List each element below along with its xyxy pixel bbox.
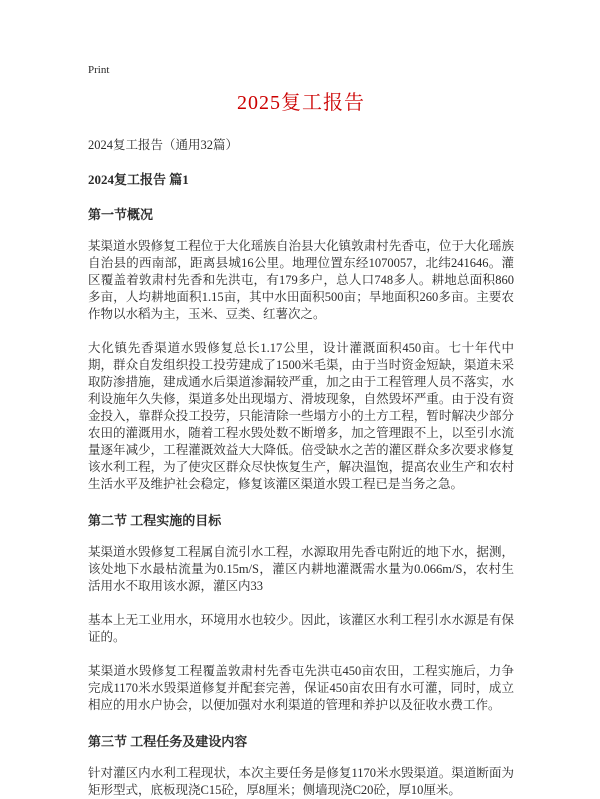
section2-para3: 某渠道水毁修复工程覆盖敦肃村先香屯先洪屯450亩农田，工程实施后，力争完成1170米水毁渠道修复并配套完善，保证450亩农田有水可灌，同时，成立相应的用水户协会，以便加强对水利渠道的管理和养护以及征收水费工作。: [88, 664, 514, 712]
section1-para1: 某渠道水毁修复工程位于大化瑶族自治县大化镇敦肃村先香屯，位于大化瑶族自治县的西南部，距离县城16公里。地理位置东经1070057，北纬241646。灌区覆盖着敦肃村先香和先洪屯，有179多户，总人口748多人。耕地总面积860多亩，人均耕地面积1.15亩，其中水田面积500亩；旱地面积260多亩。主要农作物以水稻为主，玉米、豆类、红薯次之。: [88, 239, 514, 321]
section1-para2: 大化镇先香渠道水毁修复总长1.17公里，设计灌溉面积450亩。七十年代中期，群众自发组织投工投劳建成了1500米毛渠，由于当时资金短缺，渠道未采取防渗措施，建成通水后渠道渗漏较严重，加之由于工程管理人员不落实，水利设施年久失修，渠道多处出现塌方、滑坡现象，自然毁坏严重。由于没有资金投入，靠群众投工投劳，只能清除一些塌方小的土方工程，暂时解决少部分农田的灌溉用水，随着工程水毁处数不断增多，加之管理跟不上，以至引水流量逐年减少，工程灌溉效益大大降低。倍受缺水之苦的灌区群众多次要求修复该水利工程，为了使灾区群众尽快恢复生产，解决温饱，提高农业生产和农村生活水平及维护社会稳定，修复该灌区渠道水毁工程已是当务之急。: [88, 341, 514, 491]
section2-para2: 基本上无工业用水，环境用水也较少。因此，该灌区水利工程引水水源是有保证的。: [88, 613, 514, 644]
doc-subtitle: 2024复工报告（通用32篇）: [88, 138, 239, 152]
article-title: 2024复工报告 篇1: [88, 172, 189, 187]
section2-para1: 某渠道水毁修复工程属自流引水工程，水源取用先香屯附近的地下水，据测，该处地下水最枯流量为0.15m/S，灌区内耕地灌溉需水量为0.066m/S，农村生活用水不取用该水源，灌区内33: [88, 545, 514, 593]
section1-heading: 第一节概况: [88, 207, 154, 222]
print-button[interactable]: Print: [88, 64, 110, 76]
section2-heading: 第二节 工程实施的目标: [88, 513, 222, 528]
section3-heading: 第三节 工程任务及建设内容: [88, 734, 248, 749]
page-title: 2025复工报告: [237, 92, 365, 114]
section3-para1: 针对灌区内水利工程现状，本次主要任务是修复1170米水毁渠道。渠道断面为矩形型式，底板现浇C15砼，厚8厘米；侧墙现浇C20砼，厚10厘米。: [88, 766, 514, 797]
